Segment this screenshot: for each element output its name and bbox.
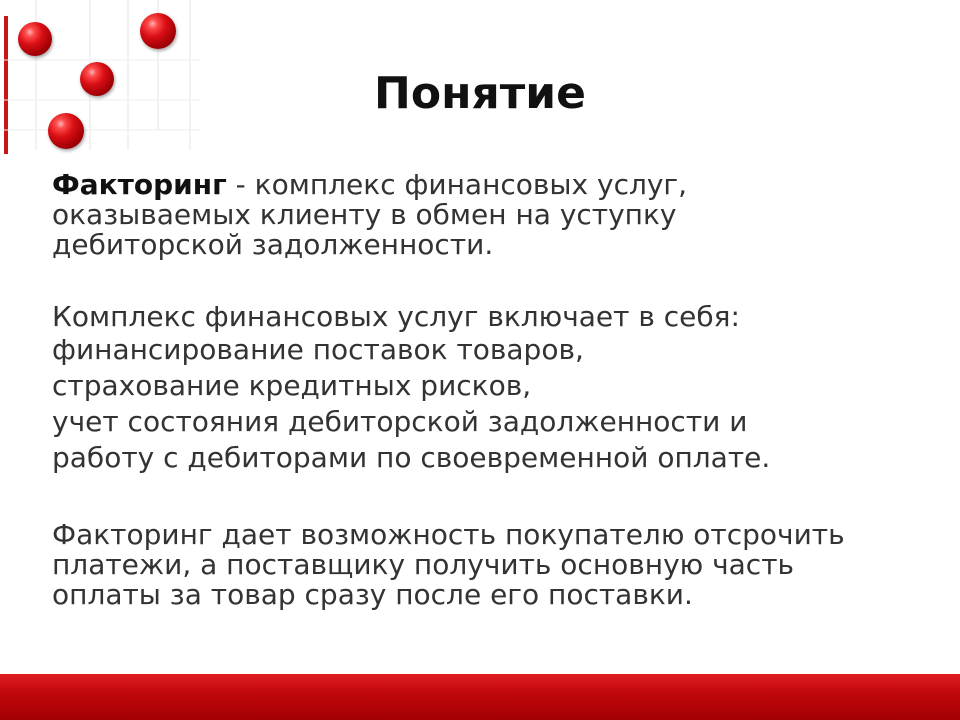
definition-text: - комплекс финансовых услуг, (226, 168, 688, 201)
benefit-paragraph (52, 520, 932, 610)
red-ball-decoration (140, 13, 176, 49)
services-line: финансирование поставок товаров, (52, 333, 584, 366)
definition-line: дебиторской задолженности. (52, 228, 494, 261)
term-factoring: Факторинг (52, 168, 227, 201)
red-ball-decoration (18, 22, 52, 56)
definition-line (52, 170, 932, 200)
benefit-line: платежи, а поставщику получить основную часть (52, 548, 795, 581)
services-paragraph (52, 302, 932, 476)
benefit-line: Факторинг дает возможность покупателю отсрочить (52, 518, 845, 551)
services-line: учет состояния дебиторской задолженности и (52, 405, 748, 438)
benefit-line: оплаты за товар сразу после его поставки. (52, 578, 693, 611)
bottom-red-band (0, 674, 960, 720)
services-intro-line: Комплекс финансовых услуг включает в себя: (52, 300, 740, 333)
definition-line: оказываемых клиенту в обмен на уступку (52, 198, 677, 231)
services-line: страхование кредитных рисков, (52, 369, 532, 402)
definition-paragraph (52, 170, 932, 260)
slide-title: Понятие (374, 68, 586, 119)
services-line: работу с дебиторами по своевременной оплате. (52, 441, 771, 474)
